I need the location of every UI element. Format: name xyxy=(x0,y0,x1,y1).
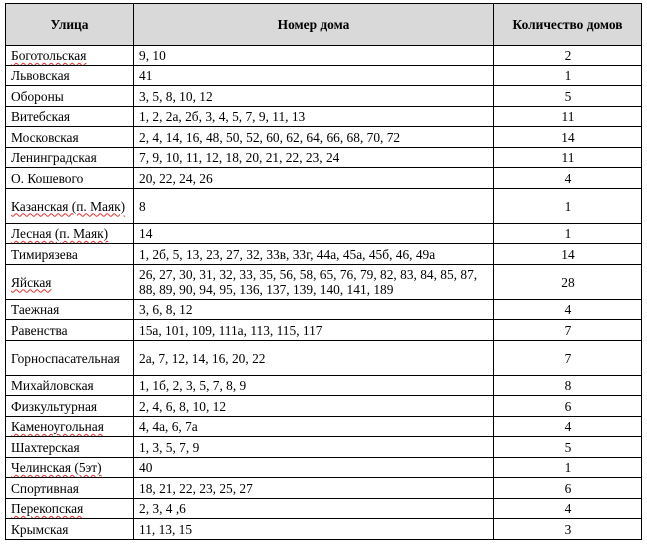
cell-count: 28 xyxy=(494,265,642,300)
street-name: Михайловская xyxy=(11,378,94,393)
street-name: Крымская xyxy=(11,521,69,537)
cell-count: 11 xyxy=(494,148,642,168)
cell-street xyxy=(6,189,134,224)
cell-count: 8 xyxy=(494,376,642,396)
street-name: Физкультурная xyxy=(11,398,98,414)
street-name: Лесная (п. Маяк) xyxy=(11,226,109,241)
table-row xyxy=(6,107,642,127)
cell-house-numbers: 7, 9, 10, 11, 12, 18, 20, 21, 22, 23, 24 xyxy=(134,148,494,168)
street-name: Горноспасательная xyxy=(11,350,120,366)
cell-count: 5 xyxy=(494,437,642,458)
street-name: Перекопская xyxy=(11,501,84,516)
cell-count: 7 xyxy=(494,341,642,376)
table-row xyxy=(6,458,642,478)
cell-house-numbers: 8 xyxy=(134,189,494,224)
table-row xyxy=(6,46,642,66)
street-name: Равенства xyxy=(11,322,68,338)
cell-house-numbers: 1, 2б, 5, 13, 23, 27, 32, 33в, 33г, 44а, 45а, 45б, 46, 49а xyxy=(134,244,494,265)
cell-street xyxy=(6,66,134,86)
street-name: Таежная xyxy=(11,302,60,317)
cell-count: 6 xyxy=(494,396,642,417)
cell-count: 6 xyxy=(494,478,642,499)
cell-house-numbers: 4, 4а, 6, 7а xyxy=(134,417,494,437)
table-row xyxy=(6,499,642,519)
header-row xyxy=(6,4,642,46)
header-street: Улица xyxy=(6,4,134,46)
street-name: Челинская (5эт) xyxy=(11,460,102,475)
cell-count: 1 xyxy=(494,66,642,86)
street-name: Обороны xyxy=(11,88,64,104)
cell-count: 4 xyxy=(494,499,642,519)
cell-count: 14 xyxy=(494,244,642,265)
table-header xyxy=(6,4,642,46)
cell-count: 2 xyxy=(494,46,642,66)
table-row xyxy=(6,478,642,499)
table-row xyxy=(6,417,642,437)
cell-street xyxy=(6,519,134,540)
table-row xyxy=(6,376,642,396)
cell-count: 4 xyxy=(494,417,642,437)
cell-street xyxy=(6,244,134,265)
cell-house-numbers: 14 xyxy=(134,224,494,244)
street-name: Витебская xyxy=(11,109,71,124)
cell-street xyxy=(6,437,134,458)
houses-table xyxy=(5,3,642,540)
table-row xyxy=(6,341,642,376)
table-row xyxy=(6,127,642,148)
cell-street xyxy=(6,86,134,107)
cell-street xyxy=(6,300,134,320)
table-row xyxy=(6,519,642,540)
cell-street xyxy=(6,46,134,66)
cell-count: 1 xyxy=(494,224,642,244)
cell-count: 14 xyxy=(494,127,642,148)
cell-house-numbers: 1, 2, 2а, 2б, 3, 4, 5, 7, 9, 11, 13 xyxy=(134,107,494,127)
street-name: Каменоугольная xyxy=(11,419,104,434)
table-row xyxy=(6,320,642,341)
cell-house-numbers: 26, 27, 30, 31, 32, 33, 35, 56, 58, 65, 76, 79, 82, 83, 84, 85, 87, 88, 89, 90, 94, 95, 136, 137, 139, 140, 141, 189 xyxy=(134,265,494,300)
street-name: Ленинградская xyxy=(11,150,97,165)
cell-street xyxy=(6,320,134,341)
cell-house-numbers: 40 xyxy=(134,458,494,478)
cell-street xyxy=(6,107,134,127)
street-name: Спортивная xyxy=(11,480,79,496)
table-row xyxy=(6,168,642,189)
table-row xyxy=(6,437,642,458)
cell-street xyxy=(6,148,134,168)
header-house-numbers: Номер дома xyxy=(134,4,494,46)
cell-street xyxy=(6,458,134,478)
cell-house-numbers: 41 xyxy=(134,66,494,86)
street-name: О. Кошевого xyxy=(11,170,84,186)
cell-house-numbers: 2, 4, 14, 16, 48, 50, 52, 60, 62, 64, 66, 68, 70, 72 xyxy=(134,127,494,148)
cell-street xyxy=(6,224,134,244)
cell-house-numbers: 1, 1б, 2, 3, 5, 7, 8, 9 xyxy=(134,376,494,396)
cell-house-numbers: 11, 13, 15 xyxy=(134,519,494,540)
cell-house-numbers: 2а, 7, 12, 14, 16, 20, 22 xyxy=(134,341,494,376)
table-row xyxy=(6,265,642,300)
cell-house-numbers: 20, 22, 24, 26 xyxy=(134,168,494,189)
street-name: Тимирязева xyxy=(11,246,78,262)
cell-house-numbers: 3, 5, 8, 10, 12 xyxy=(134,86,494,107)
cell-house-numbers: 9, 10 xyxy=(134,46,494,66)
cell-street xyxy=(6,168,134,189)
cell-street xyxy=(6,376,134,396)
cell-street xyxy=(6,478,134,499)
cell-house-numbers: 2, 4, 6, 8, 10, 12 xyxy=(134,396,494,417)
cell-count: 11 xyxy=(494,107,642,127)
cell-street xyxy=(6,396,134,417)
street-name: Московская xyxy=(11,129,79,145)
cell-street xyxy=(6,127,134,148)
cell-count: 7 xyxy=(494,320,642,341)
cell-count: 5 xyxy=(494,86,642,107)
cell-house-numbers: 1, 3, 5, 7, 9 xyxy=(134,437,494,458)
table-row xyxy=(6,396,642,417)
cell-count: 3 xyxy=(494,519,642,540)
cell-house-numbers: 18, 21, 22, 23, 25, 27 xyxy=(134,478,494,499)
table-row xyxy=(6,224,642,244)
cell-street xyxy=(6,341,134,376)
street-name: Казанская (п. Маяк) xyxy=(11,198,126,214)
street-name: Шахтерская xyxy=(11,439,80,455)
header-count: Количество домов xyxy=(494,4,642,46)
table-row xyxy=(6,300,642,320)
street-name: Львовская xyxy=(11,68,70,83)
street-name: Яйская xyxy=(11,274,52,290)
street-name: Боготольская xyxy=(11,48,87,63)
cell-street xyxy=(6,417,134,437)
cell-count: 4 xyxy=(494,300,642,320)
table-row xyxy=(6,66,642,86)
cell-house-numbers: 15а, 101, 109, 111а, 113, 115, 117 xyxy=(134,320,494,341)
cell-count: 1 xyxy=(494,189,642,224)
cell-street xyxy=(6,499,134,519)
cell-street xyxy=(6,265,134,300)
table-row xyxy=(6,148,642,168)
table-body xyxy=(6,46,642,540)
cell-count: 1 xyxy=(494,458,642,478)
cell-house-numbers: 2, 3, 4 ,6 xyxy=(134,499,494,519)
cell-house-numbers: 3, 6, 8, 12 xyxy=(134,300,494,320)
table-row xyxy=(6,244,642,265)
cell-count: 4 xyxy=(494,168,642,189)
table-row xyxy=(6,189,642,224)
table-row xyxy=(6,86,642,107)
